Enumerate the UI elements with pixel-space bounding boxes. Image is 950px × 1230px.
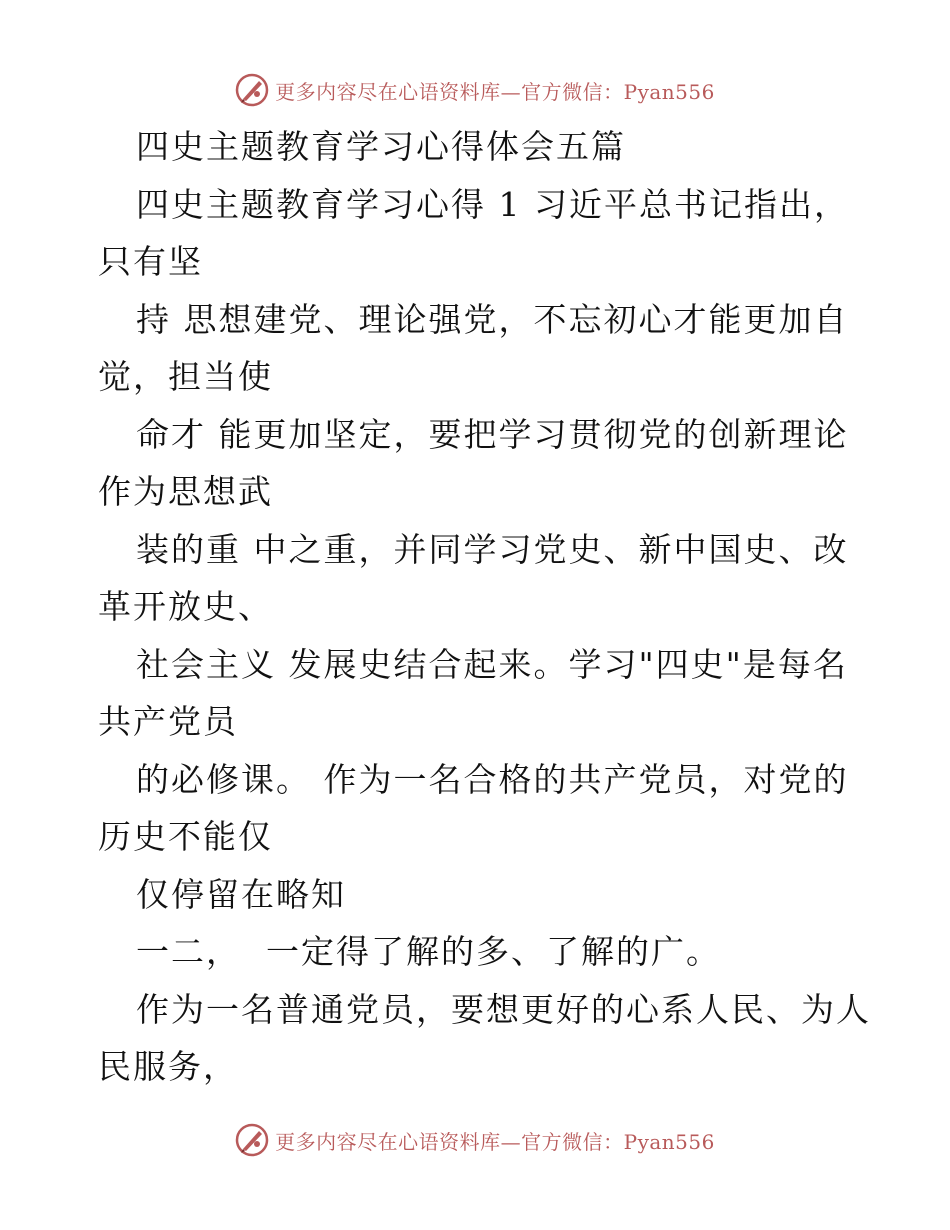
quill-pen-logo-icon xyxy=(235,73,269,107)
paragraph-line: 命才 能更加坚定，要把学习贯彻党的创新理论 xyxy=(136,414,849,454)
paragraph-line: 觉，担当使 xyxy=(98,357,273,396)
quill-pen-logo-icon xyxy=(235,1123,269,1157)
paragraph-line: 四史主题教育学习心得 1 习近平总书记指出， xyxy=(136,184,849,224)
paragraph-line: 革开放史、 xyxy=(98,587,273,626)
paragraph-line: 只有坚 xyxy=(98,242,203,281)
footer-banner xyxy=(0,1120,950,1160)
paragraph-line: 装的重 中之重，并同学习党史、新中国史、改 xyxy=(136,529,849,569)
paragraph-line: 持 思想建党、理论强党，不忘初心才能更加自 xyxy=(136,299,849,339)
paragraph-line: 的必修课。 作为一名合格的共产党员，对党的 xyxy=(136,759,849,799)
header-banner-text: 更多内容尽在心语资料库—官方微信：Pyan556 xyxy=(275,79,715,104)
paragraph-line: 作为一名普通党员，要想更好的心系人民、为人 xyxy=(136,989,871,1029)
footer-banner-text: 更多内容尽在心语资料库—官方微信：Pyan556 xyxy=(275,1129,715,1154)
paragraph-line: 一二， 一定得了解的多、了解的广。 xyxy=(136,932,721,971)
paragraph-line: 仅停留在略知 xyxy=(136,874,346,914)
paragraph-line: 社会主义 发展史结合起来。学习"四史"是每名 xyxy=(136,644,848,684)
header-banner xyxy=(0,70,950,110)
paragraph-line: 民服务， xyxy=(98,1047,238,1086)
document-body xyxy=(98,118,871,1096)
paragraph-line: 作为思想武 xyxy=(98,472,273,511)
paragraph-line: 历史不能仅 xyxy=(98,817,273,856)
paragraph-line: 共产党员 xyxy=(98,702,238,741)
document-title: 四史主题教育学习心得体会五篇 xyxy=(136,127,626,166)
